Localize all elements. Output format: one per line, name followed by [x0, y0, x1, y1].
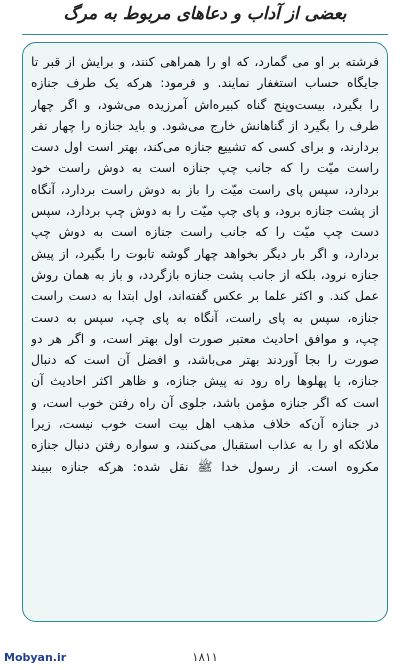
text-line: ملائکه او را به عذاب استقبال می‌کنند، و سواره رفتن دنبال جنازه	[31, 437, 379, 453]
text-line: را بگیرد، بیست‌وپنج گناه کبیره‌اش آمرزیده می‌شود، و اگر چهار	[31, 96, 379, 112]
page-title: بعضی از آداب و دعاهای مربوط به مرگ	[63, 4, 347, 24]
text-line: فرشته بر او می گمارد، که او را همراهی کنند، و برایش از قبر تا	[31, 54, 379, 69]
text-line: صورت را بجا آوردند بهتر می‌باشد، و افضل آن است که دنبال	[31, 352, 379, 368]
text-line: بردارند، و برای کسی که تشییع جنازه می‌کند، بهتر است اول دست	[31, 139, 379, 155]
text-line: بردارد، سپس پای راست میّت را باز به دوش راست بردارد، آنگاه	[31, 181, 379, 197]
text-line: جایگاه حساب استغفار نمایند. و فرمود: هرکه یک طرف جنازه	[31, 75, 379, 91]
text-line: در جنازه آن‌که خلاف مذهب اهل بیت است خوب نیست، زیرا	[31, 416, 379, 432]
text-line: راست میّت را که جانب چپ جنازه است به دوش راست خود	[31, 160, 379, 176]
text-line: است که اگر جنازه مؤمن باشد، جلوی آن راه رفتن خوب است، و	[31, 394, 379, 410]
text-line: دست چپ میّت را که جانب راست جنازه است به دوش چپ	[31, 224, 379, 240]
header-divider	[22, 34, 388, 35]
text-line: چپ، و موافق احادیث معتبر صورت اول بهتر است، و اگر هر دو	[31, 330, 379, 346]
text-line: طرف را بگیرد از گناهانش خارج می‌شود. و باید جنازه را چهار نفر	[31, 117, 379, 133]
text-line: جنازه نرود، بلکه از جانب پشت جنازه بازگردد، و باز به همان روش	[31, 266, 379, 282]
text-line: بردارد، و اگر بار دیگر بخواهد چهار گوشه تابوت را بگیرد، از پیش	[31, 245, 379, 261]
text-line: عمل کند. و اکثر علما بر عکس گفته‌اند، اول ابتدا به دست راست	[31, 288, 379, 304]
text-line: جنازه، سپس به پای راست، آنگاه به پای چپ، سپس به دست	[31, 309, 379, 325]
body-text	[31, 51, 379, 477]
text-line: جنازه، یا پهلوها راه رود نه پیش جنازه، و ظاهر اکثر احادیث آن	[31, 373, 379, 389]
page-number: ۱۸۱۱	[192, 650, 218, 664]
page-header	[0, 0, 410, 40]
text-line: از پشت جنازه برود، و پای چپ میّت را به دوش چپ بردارد، سپس	[31, 203, 379, 219]
text-frame	[22, 42, 388, 622]
site-watermark: Mobyan.ir	[4, 651, 67, 664]
text-line: مکروه است. از رسول خدا ﷺ نقل شده: هرکه جنازه ببیند	[31, 458, 379, 474]
